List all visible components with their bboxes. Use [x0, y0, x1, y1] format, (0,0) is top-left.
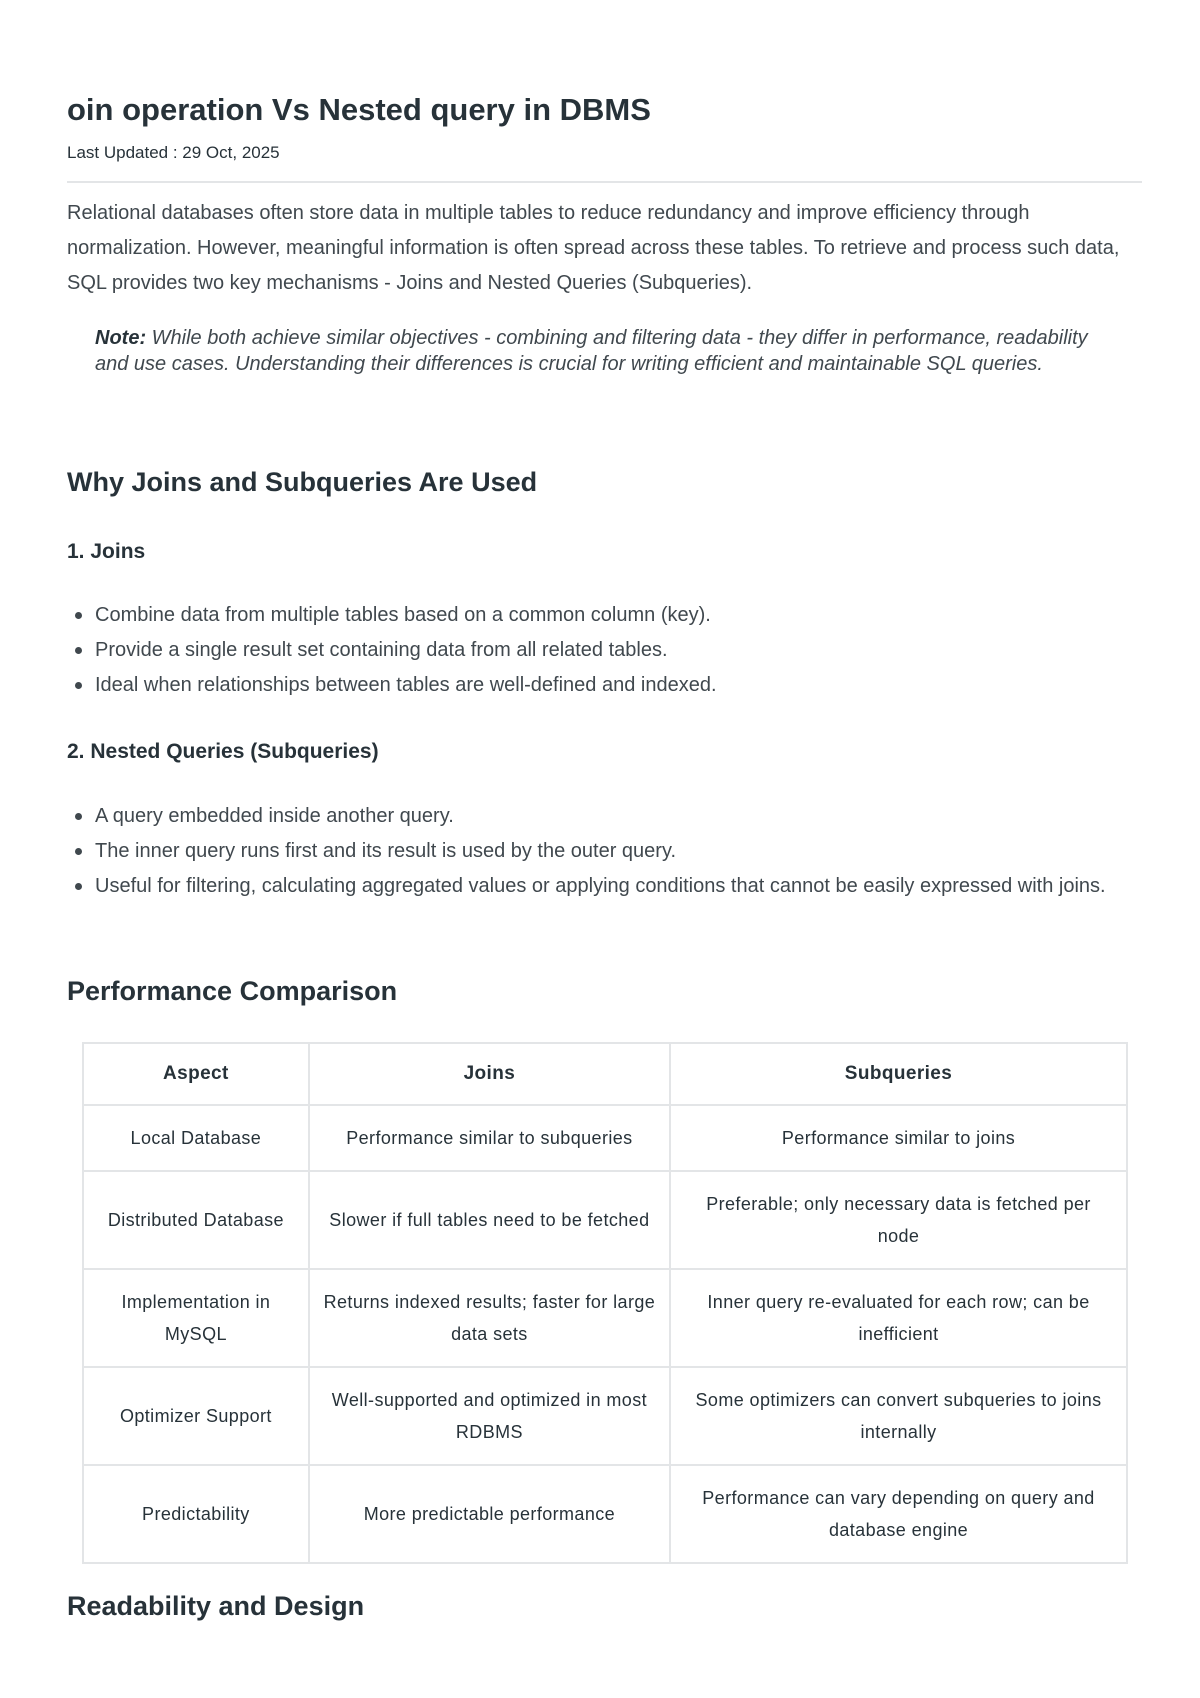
- table-row: [83, 1465, 1127, 1563]
- table-cell: Some optimizers can convert subqueries to joins internally: [670, 1367, 1127, 1465]
- list-item: Ideal when relationships between tables are well-defined and indexed.: [67, 668, 1142, 703]
- table-cell: Well-supported and optimized in most RDBMS: [309, 1367, 670, 1465]
- list-item: The inner query runs first and its result is used by the outer query.: [67, 834, 1142, 869]
- page-title: oin operation Vs Nested query in DBMS: [67, 92, 651, 127]
- table-row: [83, 1105, 1127, 1171]
- heading-performance-comparison: Performance Comparison: [67, 976, 398, 1006]
- title-divider: [67, 181, 1142, 183]
- note-text: While both achieve similar objectives - combining and filtering data - they differ in performance, readability and use cases. Understanding their differences is crucial for writing efficient and maintainable SQL queries.: [95, 327, 1088, 375]
- subqueries-list: [67, 799, 1142, 904]
- intro-paragraph: Relational databases often store data in multiple tables to reduce redundancy and improve efficiency through normalization. However, meaningful information is often spread across these tables. To retrieve and process such data, SQL provides two key mechanisms - Joins and Nested Queries (Subqueries).: [67, 202, 1120, 294]
- table-header-row: [83, 1043, 1127, 1105]
- heading-readability-design: Readability and Design: [67, 1591, 365, 1621]
- heading-nested-queries: 2. Nested Queries (Subqueries): [67, 740, 379, 763]
- column-header-aspect: Aspect: [83, 1043, 309, 1105]
- note-callout: [95, 325, 1125, 377]
- column-header-subqueries: Subqueries: [670, 1043, 1127, 1105]
- heading-joins: 1. Joins: [67, 540, 146, 563]
- joins-list: [67, 598, 1142, 703]
- column-header-joins: Joins: [309, 1043, 670, 1105]
- table-cell: Distributed Database: [83, 1171, 309, 1269]
- table-cell: Performance can vary depending on query and database engine: [670, 1465, 1127, 1563]
- table-row: [83, 1367, 1127, 1465]
- table-cell: Implementation in MySQL: [83, 1269, 309, 1367]
- heading-why-joins-subqueries: Why Joins and Subqueries Are Used: [67, 467, 538, 497]
- table-row: [83, 1269, 1127, 1367]
- table-row: [83, 1171, 1127, 1269]
- performance-comparison-table: [82, 1042, 1128, 1564]
- list-item: Combine data from multiple tables based on a common column (key).: [67, 598, 1142, 633]
- table-cell: Preferable; only necessary data is fetched per node: [670, 1171, 1127, 1269]
- table-cell: Local Database: [83, 1105, 309, 1171]
- list-item: Provide a single result set containing data from all related tables.: [67, 633, 1142, 668]
- note-label: Note:: [95, 327, 147, 349]
- table-cell: More predictable performance: [309, 1465, 670, 1563]
- table-cell: Predictability: [83, 1465, 309, 1563]
- list-item: A query embedded inside another query.: [67, 799, 1142, 834]
- list-item: Useful for filtering, calculating aggregated values or applying conditions that cannot be easily expressed with joins.: [67, 869, 1142, 904]
- table-cell: Performance similar to joins: [670, 1105, 1127, 1171]
- last-updated-date: Last Updated : 29 Oct, 2025: [67, 143, 280, 162]
- table-cell: Inner query re-evaluated for each row; can be inefficient: [670, 1269, 1127, 1367]
- table-cell: Optimizer Support: [83, 1367, 309, 1465]
- table-cell: Returns indexed results; faster for large data sets: [309, 1269, 670, 1367]
- table-cell: Slower if full tables need to be fetched: [309, 1171, 670, 1269]
- table-cell: Performance similar to subqueries: [309, 1105, 670, 1171]
